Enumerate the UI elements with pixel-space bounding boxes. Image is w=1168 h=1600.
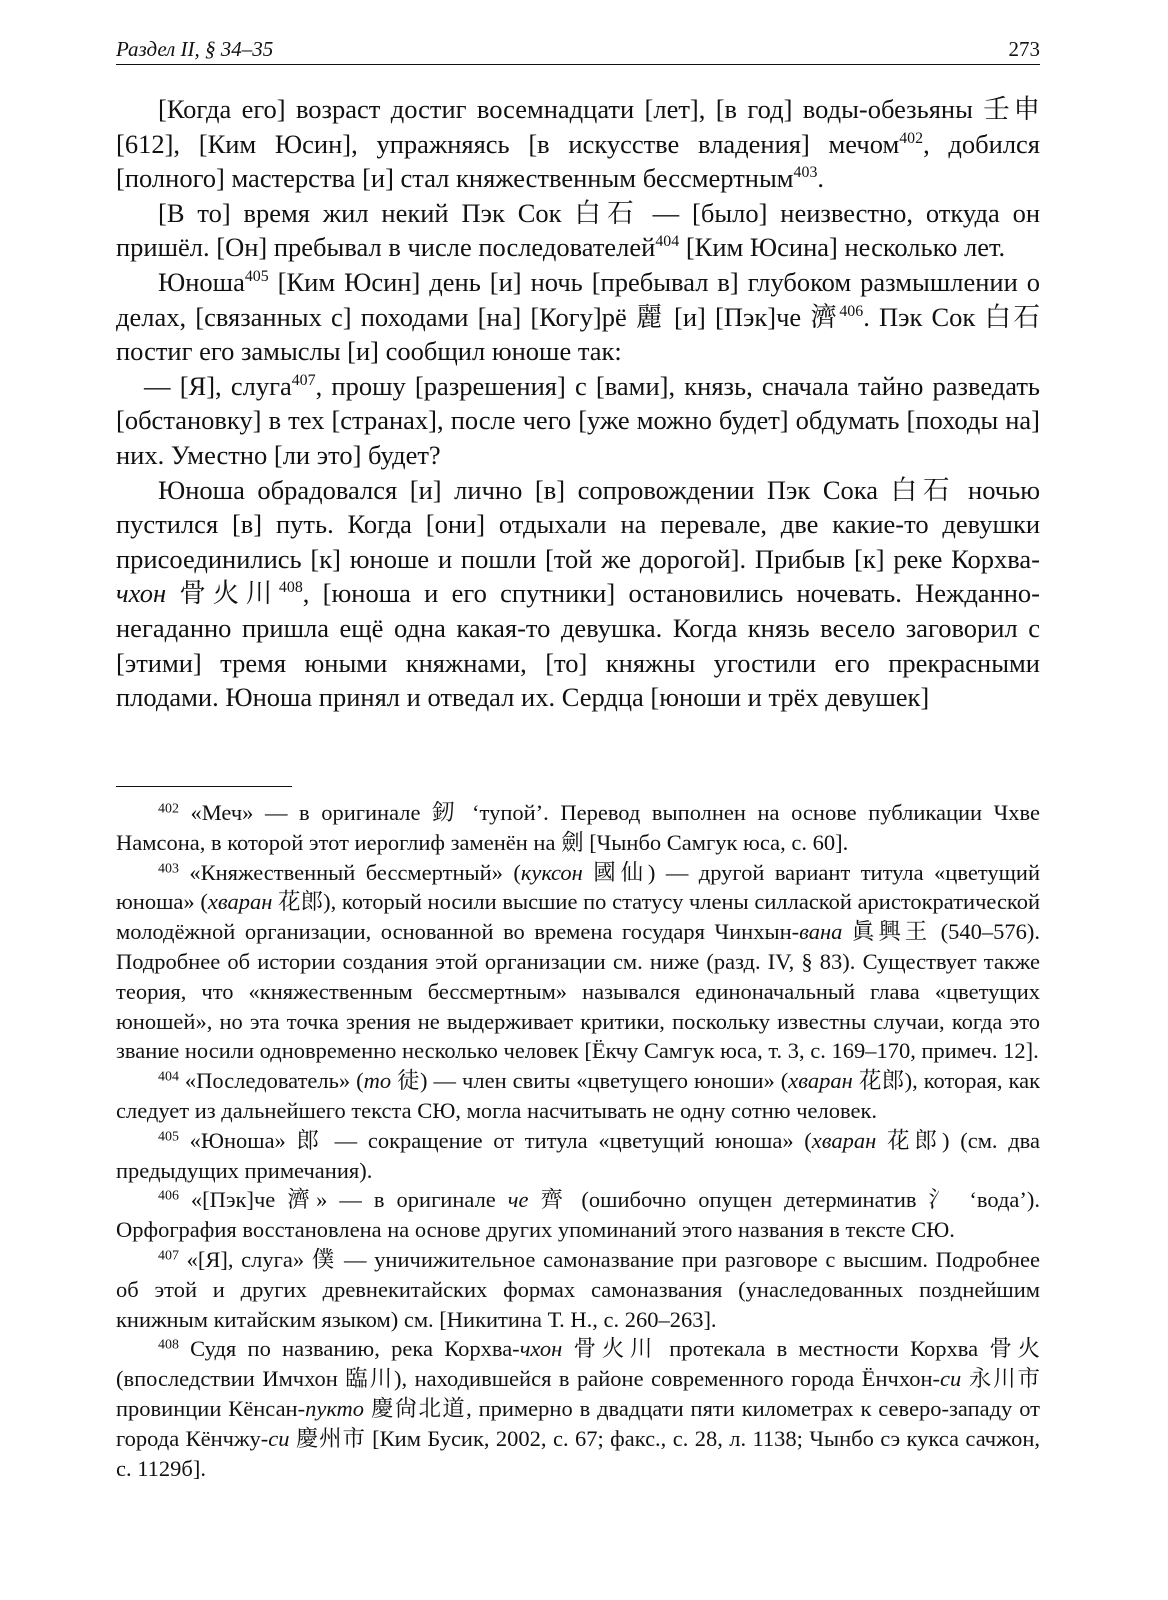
text-run: Юноша обрадовался [и] лично [в] сопровождении Пэк Сока 白石 ночью пустился [в] путь. Когда [они] отдыхали на перевале, две какие-то девушки присоединились [к] юноше и пошли [той же дорогой]. Прибыв [к] реке Корхва- bbox=[116, 474, 1040, 574]
footnote bbox=[116, 1334, 1040, 1483]
italic-term: си bbox=[268, 1425, 290, 1451]
text-run: Юноша bbox=[158, 266, 245, 297]
footnote-ref: 402 bbox=[899, 129, 924, 147]
text-run: . Пэк Сок 白石 постиг его замыслы [и] сообщил юноше так: bbox=[116, 301, 1040, 367]
text-run: , [юноша и его спутники] остановились ночевать. Нежданно-негаданно пришла ещё одна какая-то девушка. Когда князь весело заговорил с [этими] тремя юными княжнами, [то] княжны угостили его прекрасными плодами. Юноша принял и отведал их. Сердца [юноши и трёх девушек] bbox=[116, 578, 1041, 713]
footnote bbox=[116, 1245, 1040, 1334]
text-run: 花郎) (см. два предыдущих примечания). bbox=[116, 1127, 1040, 1183]
text-run: «[Пэк]че 濟» — в оригинале bbox=[178, 1187, 508, 1213]
italic-term: си bbox=[940, 1366, 962, 1392]
text-run: [Ким Юсина] несколько лет. bbox=[679, 232, 1006, 263]
text-run: . bbox=[817, 163, 825, 194]
italic-term: хваран bbox=[207, 889, 273, 915]
text-run: [В то] время жил некий Пэк Сок 白石 — [было] неизвестно, откуда он пришёл. [Он] пребывал в числе последователей bbox=[116, 197, 1040, 263]
footnote-number: 408 bbox=[158, 1337, 179, 1353]
paragraph bbox=[116, 369, 1040, 473]
italic-term: вана bbox=[799, 919, 843, 945]
text-run: «Юноша» 郎 — сокращение от титула «цветущий юноша» ( bbox=[178, 1127, 812, 1153]
main-text bbox=[116, 92, 1040, 715]
paragraph bbox=[116, 265, 1040, 369]
footnote-ref: 403 bbox=[793, 164, 818, 182]
italic-term: хваран bbox=[788, 1068, 853, 1094]
text-run: «[Я], слуга» 僕 — уничижительное самоназвание при разговоре с высшим. Подробнее об этой и других древнекитайских формах самоназвания (унаследованных позднейшим книжным китайским языком) см. [Никитина Т. Н., с. 260–263]. bbox=[116, 1246, 1040, 1332]
italic-term: хваран bbox=[811, 1127, 877, 1153]
italic-term: чхон bbox=[519, 1336, 563, 1362]
footnote-ref: 404 bbox=[655, 233, 680, 251]
italic-term: куксон bbox=[520, 859, 583, 885]
paragraph bbox=[116, 473, 1040, 715]
text-run: 徒) — член свиты «цветущего юноши» ( bbox=[391, 1068, 789, 1094]
text-run: 骨火川 bbox=[166, 578, 279, 609]
section-reference: Раздел II, § 34–35 bbox=[116, 37, 274, 61]
paragraph bbox=[116, 92, 1040, 196]
footnote-ref: 405 bbox=[244, 268, 269, 286]
header-rule bbox=[116, 64, 1040, 65]
footnote-number: 406 bbox=[158, 1188, 179, 1204]
page-number: 273 bbox=[1008, 37, 1040, 61]
footnote bbox=[116, 1126, 1040, 1186]
footnote bbox=[116, 1185, 1040, 1245]
running-head bbox=[116, 34, 1040, 64]
italic-term: пукто bbox=[305, 1395, 365, 1421]
text-run: «Меч» — в оригинале 釰 ‘тупой’. Перевод выполнен на основе публикации Чхве Намсона, в которой этот иероглиф заменён на 劍 [Чынбо Самгук юса, с. 60]. bbox=[116, 800, 1040, 855]
text-run: 慶尙北道, примерно в двадцати пяти километрах к северо-западу от города Кёнчжу- bbox=[116, 1395, 1040, 1451]
footnote-ref: 406 bbox=[839, 302, 864, 320]
text-run: 花郎), который носили высшие по статусу члены силлаской аристократической молодёжной организации, основанной во времена государя Чинхын- bbox=[116, 889, 1041, 945]
footnote bbox=[116, 1066, 1040, 1126]
text-run: «Княжественный бессмертный» ( bbox=[178, 859, 521, 885]
footnote-number: 402 bbox=[158, 801, 179, 817]
text-run: 齊 (ошибочно опущен детерминатив 氵 ‘вода’). Орфография восстановлена на основе других упоминаний этого названия в тексте СЮ. bbox=[116, 1187, 1040, 1243]
italic-term: чхон bbox=[116, 578, 167, 609]
text-run: 骨火川 протекала в местности Корхва 骨火 (впоследствии Имчхон 臨川), находившейся в районе современного города Ёнчхон- bbox=[116, 1336, 1041, 1392]
footnote-number: 407 bbox=[158, 1248, 179, 1264]
footnote bbox=[116, 798, 1040, 858]
text-run: 國仙) — другой вариант титула «цветущий юноша» ( bbox=[116, 859, 1041, 915]
paragraph bbox=[116, 196, 1040, 265]
text-run: — [Я], слуга bbox=[144, 370, 292, 401]
italic-term: че bbox=[507, 1187, 529, 1213]
text-run: 花郎), которая, как следует из дальнейшего текста СЮ, могла насчитывать не одну сотню человек. bbox=[116, 1068, 1040, 1123]
text-run: , добился [полного] мастерства [и] стал княжественным бессмертным bbox=[116, 128, 1040, 194]
italic-term: то bbox=[363, 1068, 392, 1094]
footnote-separator bbox=[116, 786, 292, 787]
text-run: Судя по названию, река Корхва- bbox=[178, 1336, 520, 1362]
text-run: 慶州市 [Ким Бусик, 2002, с. 67; факс., с. 28, л. 1138; Чынбо сэ кукса сачжон, с. 1129б]. bbox=[116, 1425, 1040, 1481]
text-run: 永川市 провинции Кёнсан- bbox=[116, 1366, 1040, 1421]
text-run: , прошу [разрешения] с [вами], князь, сначала тайно разведать [обстановку] в тех [странах], после чего [уже можно будет] обдумать [походы на] них. Уместно [ли это] будет? bbox=[116, 370, 1040, 470]
text-run: 眞興王 (540–576). Подробнее об истории создания этой организации см. ниже (разд. IV, § 83). Существует также теория, что «княжественным бессмертным» назывался единоначальный глава «цветущих юношей», но эта точка зрения не выдерживает критики, поскольку известны случаи, когда это звание носили одновременно несколько человек [Ёкчу Самгук юса, т. 3, с. 169–170, примеч. 12]. bbox=[116, 919, 1040, 1064]
text-run: [Ким Юсин] день [и] ночь [пребывал в] глубоком размышлении о делах, [связанных с] походами [на] [Когу]рё 麗 [и] [Пэк]че 濟 bbox=[116, 266, 1040, 332]
text-run: [Когда его] возраст достиг восемнадцати [лет], [в год] воды-обезьяны 壬申 [612], [Ким Юсин], упражняясь [в искусстве владения] мечом bbox=[116, 94, 1040, 159]
footnote bbox=[116, 858, 1040, 1067]
footnote-ref: 408 bbox=[278, 579, 303, 597]
footnote-number: 405 bbox=[158, 1129, 179, 1145]
footnote-ref: 407 bbox=[291, 371, 316, 389]
footnotes bbox=[116, 798, 1040, 1483]
footnote-number: 403 bbox=[158, 860, 179, 876]
text-run: «Последователь» ( bbox=[178, 1068, 364, 1094]
footnote-number: 404 bbox=[158, 1069, 179, 1085]
